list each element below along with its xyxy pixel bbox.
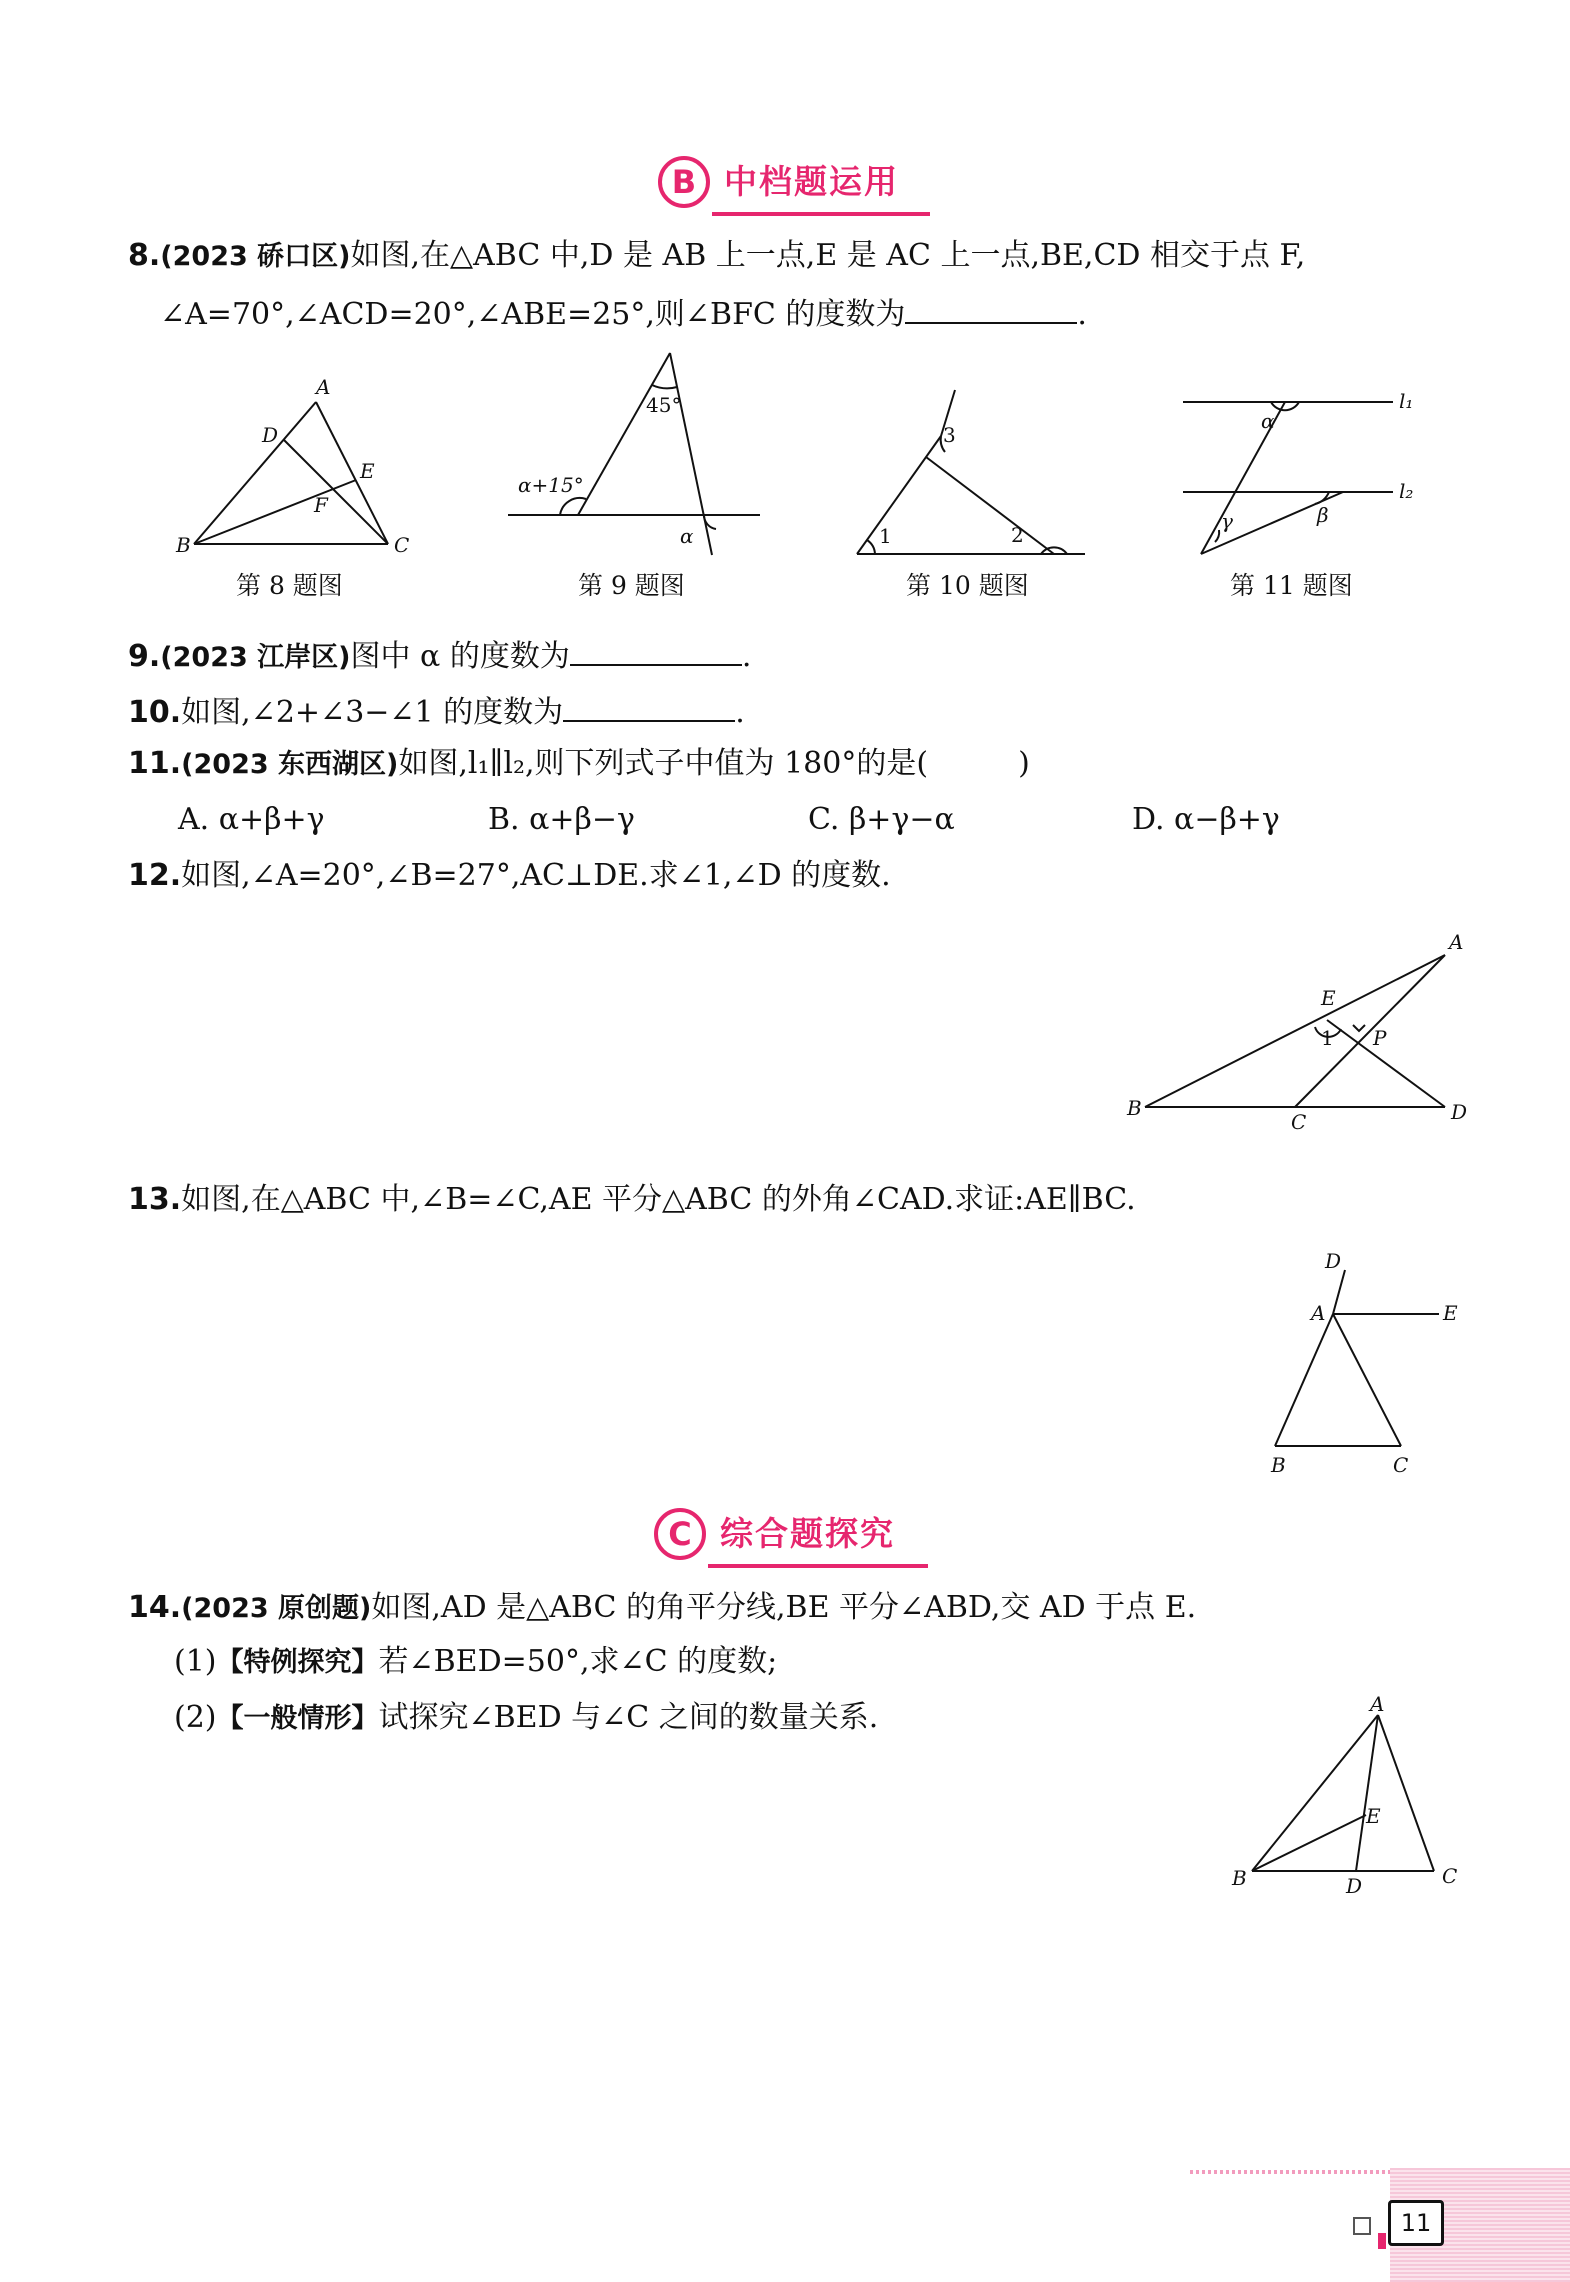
fig8-label-F: F — [314, 493, 328, 517]
footer-square-icon — [1353, 2217, 1371, 2235]
question-10-end: . — [735, 695, 745, 730]
fig9-label-45: 45° — [646, 393, 682, 417]
fig11-label-l1: l₁ — [1399, 389, 1414, 413]
question-10 — [128, 690, 745, 733]
fig12-label-C: C — [1291, 1110, 1307, 1134]
question-13 — [128, 1180, 1136, 1220]
question-14-part-2-text: 试探究∠BED 与∠C 之间的数量关系. — [378, 1700, 879, 1735]
section-c-badge — [654, 1508, 706, 1560]
figure-11 — [1175, 382, 1435, 562]
fig14-label-C: C — [1442, 1864, 1458, 1888]
fig14-label-A: A — [1370, 1692, 1385, 1716]
question-9-source: (2023 江岸区) — [160, 642, 351, 673]
section-b-title: 中档题运用 — [724, 162, 899, 201]
figure-9 — [500, 345, 780, 560]
page-number-accent — [1378, 2233, 1386, 2249]
figure-10 — [845, 380, 1095, 560]
question-8-line1 — [128, 236, 1305, 277]
fig8-label-A: A — [316, 375, 331, 399]
question-14-part-2 — [174, 1698, 878, 1739]
fig8-label-C: C — [394, 533, 410, 557]
question-12 — [128, 856, 891, 896]
fig13-label-C: C — [1393, 1453, 1409, 1477]
fig13-label-E: E — [1443, 1301, 1458, 1325]
fig12-label-E: E — [1321, 986, 1336, 1010]
fig10-label-1: 1 — [879, 524, 892, 548]
question-8-end: . — [1077, 297, 1087, 332]
question-9-number: 9. — [128, 639, 161, 674]
question-14 — [128, 1588, 1196, 1629]
question-9-end: . — [741, 639, 752, 674]
fig12-label-P: P — [1373, 1026, 1387, 1050]
figure-11-caption: 第 11 题图 — [1230, 571, 1353, 600]
question-12-text: 如图,∠A=20°,∠B=27°,AC⊥DE.求∠1,∠D 的度数. — [181, 858, 891, 893]
figure-12 — [1115, 925, 1468, 1135]
question-11-option-c[interactable]: C. β+γ−α — [808, 802, 955, 837]
question-11-source: (2023 东西湖区) — [181, 749, 399, 780]
question-11-option-a[interactable]: A. α+β+γ — [178, 802, 325, 837]
figure-13 — [1255, 1250, 1475, 1475]
section-b-header — [0, 156, 1570, 220]
fig12-label-A: A — [1449, 930, 1464, 954]
question-11-text: 如图,l₁∥l₂,则下列式子中值为 180°的是( ) — [398, 746, 1030, 781]
question-14-part-1-number: (1) — [174, 1644, 217, 1679]
question-8-answer-blank[interactable] — [905, 292, 1077, 324]
question-14-part-2-tag: 【一般情形】 — [216, 1703, 379, 1734]
fig11-label-gamma: γ — [1221, 509, 1233, 533]
page-number: 11 — [1388, 2200, 1444, 2246]
question-11-number: 11. — [128, 746, 182, 781]
question-13-number: 13. — [128, 1182, 182, 1217]
fig14-label-D: D — [1346, 1874, 1363, 1898]
fig12-label-D: D — [1451, 1100, 1468, 1124]
fig8-label-B: B — [176, 533, 191, 557]
question-14-part-2-number: (2) — [174, 1700, 217, 1735]
fig9-label-alpha15: α+15° — [518, 473, 584, 497]
question-11 — [128, 744, 1030, 785]
question-11-option-d[interactable]: D. α−β+γ — [1132, 802, 1280, 837]
section-c-header — [0, 1508, 1570, 1572]
fig14-label-E: E — [1366, 1804, 1381, 1828]
fig9-label-alpha: α — [680, 524, 694, 548]
section-b-underline — [712, 212, 930, 216]
section-b-letter: B — [671, 163, 697, 201]
question-14-part-1-text: 若∠BED=50°,求∠C 的度数; — [378, 1644, 778, 1679]
fig12-label-B: B — [1127, 1096, 1142, 1120]
fig13-label-D: D — [1325, 1249, 1342, 1273]
question-14-part-1-tag: 【特例探究】 — [216, 1647, 379, 1678]
question-14-text: 如图,AD 是△ABC 的角平分线,BE 平分∠ABD,交 AD 于点 E. — [371, 1590, 1197, 1625]
question-13-text: 如图,在△ABC 中,∠B=∠C,AE 平分△ABC 的外角∠CAD.求证:AE∥BC. — [181, 1182, 1136, 1217]
question-9-answer-blank[interactable] — [570, 634, 742, 666]
figure-14 — [1220, 1692, 1470, 1900]
question-12-number: 12. — [128, 858, 182, 893]
question-14-number: 14. — [128, 1590, 182, 1625]
fig13-label-B: B — [1271, 1453, 1286, 1477]
fig11-label-beta: β — [1317, 503, 1329, 527]
figure-10-caption: 第 10 题图 — [906, 571, 1029, 600]
fig13-label-A: A — [1311, 1301, 1326, 1325]
section-c-underline — [708, 1564, 928, 1568]
figure-8 — [170, 370, 430, 570]
question-14-part-1 — [174, 1642, 777, 1683]
section-b-badge — [658, 156, 710, 208]
fig10-label-2: 2 — [1011, 523, 1024, 547]
question-8-text-2: ∠A=70°,∠ACD=20°,∠ABE=25°,则∠BFC 的度数为 — [160, 297, 906, 332]
question-14-source: (2023 原创题) — [181, 1593, 372, 1624]
figure-8-caption: 第 8 题图 — [236, 571, 343, 600]
question-10-answer-blank[interactable] — [563, 690, 735, 722]
section-c-title: 综合题探究 — [720, 1514, 895, 1553]
question-8-number: 8. — [128, 238, 161, 273]
fig14-label-B: B — [1232, 1866, 1247, 1890]
question-8-line2 — [160, 292, 1087, 335]
question-8-source: (2023 硚口区) — [160, 241, 351, 272]
fig12-label-1: 1 — [1321, 1026, 1334, 1050]
question-11-option-b[interactable]: B. α+β−γ — [488, 802, 635, 837]
footer-dotted-rule — [1190, 2170, 1400, 2174]
question-9 — [128, 634, 751, 678]
fig8-label-E: E — [360, 459, 375, 483]
fig11-label-alpha: α — [1261, 409, 1275, 433]
question-8-text-1: 如图,在△ABC 中,D 是 AB 上一点,E 是 AC 上一点,BE,CD 相交于点 F, — [350, 238, 1306, 273]
figure-9-caption: 第 9 题图 — [578, 571, 685, 600]
question-9-text: 图中 α 的度数为 — [350, 639, 570, 674]
question-10-number: 10. — [128, 695, 182, 730]
section-c-letter: C — [668, 1515, 692, 1553]
fig8-label-D: D — [262, 423, 279, 447]
fig11-label-l2: l₂ — [1399, 479, 1414, 503]
fig10-label-3: 3 — [943, 423, 956, 447]
question-10-text: 如图,∠2+∠3−∠1 的度数为 — [181, 695, 564, 730]
